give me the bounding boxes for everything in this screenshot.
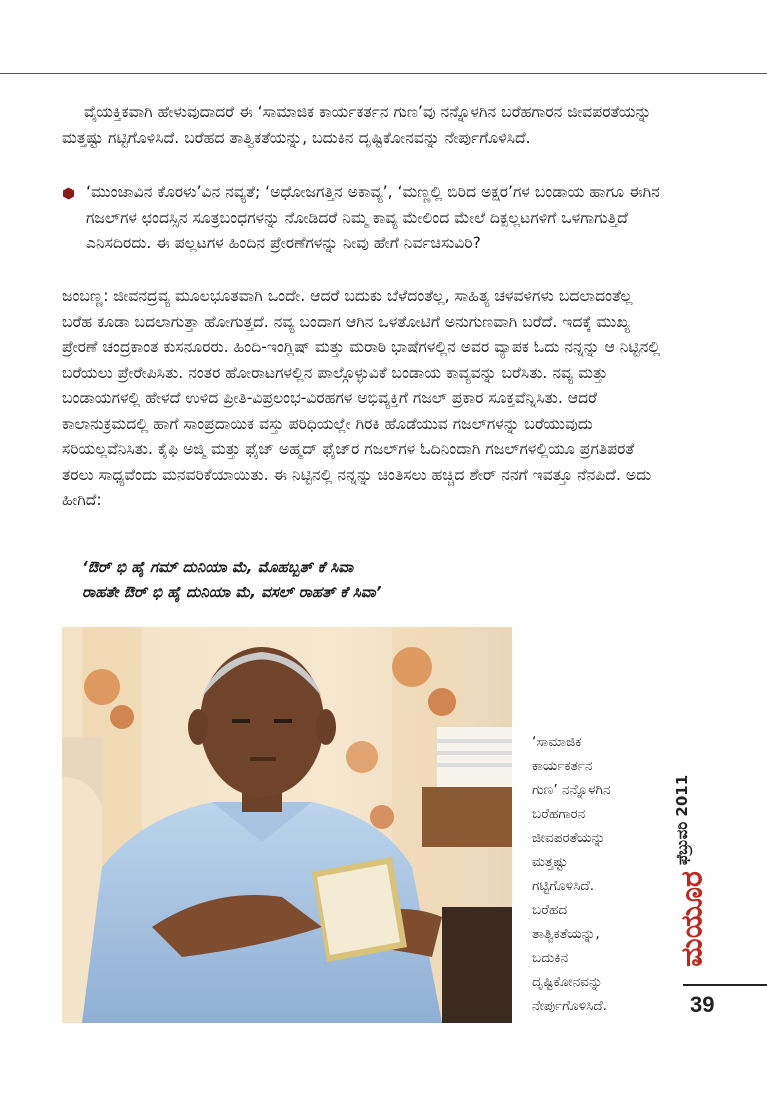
page-number: 39 <box>690 992 715 1017</box>
pull-quote-line: ದೃಷ್ಟಿಕೋನವನ್ನು <box>532 974 603 990</box>
pull-quote-line: ‘ಸಾಮಾಜಿಕ <box>532 734 582 750</box>
hexagon-bullet-icon <box>62 187 75 200</box>
interview-answer <box>62 284 662 514</box>
magazine-masthead <box>670 860 714 978</box>
answer-text: ಜಂಬಣ್ಣ: ಜೀವನದ್ರವ್ಯ ಮೂಲಭೂತವಾಗಿ ಒಂದೇ. ಆದರೆ ಬದುಕು ಬೆಳೆದಂತೆಲ್ಲ, ಸಾಹಿತ್ಯ ಚಳವಳಿಗಳು ಬದಲಾದಂತೆಲ್ಲ ಬರೆಹ ಕೂಡಾ ಬದಲಾಗುತ್ತಾ ಹೋಗುತ್ತದೆ. ನವ್ಯ ಬಂದಾಗ ಆಗಿನ ಒಳತೋಟಿಗೆ ಅನುಗುಣವಾಗಿ ಬರೆದೆ. ಇದಕ್ಕೆ ಮುಖ್ಯ ಪ್ರೇರಣೆ ಚಂದ್ರಕಾಂತ ಕುಸನೂರರು. ಹಿಂದಿ-ಇಂಗ್ಲಿಷ್ ಮತ್ತು ಮರಾಠಿ ಭಾಷೆಗಳಲ್ಲಿನ ಅವರ ವ್ಯಾಪಕ ಓದು ನನ್ನನ್ನು ಆ ನಿಟ್ಟಿನಲ್ಲಿ ಬರೆಯಲು ಪ್ರೇರೇಪಿಸಿತು. ನಂತರ ಹೋರಾಟಗಳಲ್ಲಿನ ಪಾಲ್ಗೊಳ್ಳುವಿಕೆ ಬಂಡಾಯ ಕಾವ್ಯವನ್ನು ಬರೆಸಿತು. ನವ್ಯ ಮತ್ತು ಬಂಡಾಯಗಳಲ್ಲಿ ಹೇಳದೆ ಉಳಿದ ಪ್ರೀತಿ-ವಿಪ್ರಲಂಭ-ವಿರಹಗಳ ಅಭಿವ್ಯಕ್ತಿಗೆ ಗಜಲ್ ಪ್ರಕಾರ ಸೂಕ್ತವೆನ್ನಿಸಿತು. ಆದರೆ ಕಾಲಾನುಕ್ರಮದಲ್ಲಿ ಹಾಗೆ ಸಾಂಪ್ರದಾಯಿಕ ವಸ್ತು ಪರಿಧಿಯಲ್ಲೇ ಗಿರಕಿ ಹೊಡೆಯುವ ಗಜಲ್‌ಗಳನ್ನು ಬರೆಯುವುದು ಸರಿಯಲ್ಲವೆನಿಸಿತು. ಕೈಫಿ ಅಜ್ಮಿ ಮತ್ತು ಫೈಜ್ ಅಹ್ಮದ್ ಫೈಜ್‌ರ ಗಜಲ್‌ಗಳ ಓದಿನಿಂದಾಗಿ ಗಜಲ್‌ಗಳಲ್ಲಿಯೂ ಪ್ರಗತಿಪರತೆ ತರಲು ಸಾಧ್ಯವೆಂದು ಮನವರಿಕೆಯಾಯಿತು. ಈ ನಿಟ್ಟಿನಲ್ಲಿ ನನ್ನನ್ನು ಚಿಂತಿಸಲು ಹಚ್ಚಿದ ಶೇರ್ ನನಗೆ ಇವತ್ತೂ ನೆನಪಿದೆ. ಅದು ಹೀಗಿದೆ: <box>62 287 661 509</box>
pull-quote-line: ಜೀವಪರತೆಯನ್ನು <box>532 830 606 846</box>
ghazal-quote-line-1: ‘ಔರ್ ಭಿ ಹೈ ಗಮ್ ದುನಿಯಾ ಮೆ, ಮೊಹಬ್ಬತ್ ಕೆ ಸಿವಾ <box>82 558 354 576</box>
pull-quote-line: ಗುಣ’ ನನ್ನೊಳಗಿನ <box>532 782 611 798</box>
masthead-text: ಮಯೂರ <box>674 871 710 967</box>
photo-illustration <box>62 627 512 1023</box>
pull-quote-line: ಬದುಕಿನ <box>532 950 569 966</box>
page-number-rule <box>683 984 767 986</box>
pull-quote-line: ಮತ್ತಷ್ಟು <box>532 854 568 870</box>
pull-quote-line: ಕಾರ್ಯಕರ್ತನ <box>532 758 593 774</box>
ghazal-quote-line-2: ರಾಹತೇ ಔರ್ ಭಿ ಹೈ ದುನಿಯಾ ಮೆ, ವಸಲ್‌ ರಾಹತ್ ಕೆ ಸಿವಾ’ <box>82 583 382 601</box>
pull-quote-line: ನೇರ್ಪುಗೊಳಿಸಿದೆ. <box>532 998 607 1014</box>
question-text: ‘ಮುಂಜಾವಿನ ಕೊರಳು’ವಿನ ನವ್ಯತೆ; ‘ಅಧೋಜಗತ್ತಿನ ಅಕಾವ್ಯ’, ‘ಮಣ್ಣಲ್ಲಿ ಬಿರಿದ ಅಕ್ಷರ’ಗಳ ಬಂಡಾಯ ಹಾಗೂ ಈಗಿನ ಗಜಲ್‌ಗಳ ಛಂದಸ್ಸಿನ ಸೂತ್ರಬಂಧಗಳನ್ನು ನೋಡಿದರೆ ನಿಮ್ಮ ಕಾವ್ಯ ಮೇಲಿಂದ ಮೇಲೆ ದಿಕ್ಪಲ್ಲಟಗಳಿಗೆ ಒಳಗಾಗುತ್ತಿದೆ ಎನಿಸದಿರದು. ಈ ಪಲ್ಲಟಗಳ ಹಿಂದಿನ ಪ್ರೇರಣೆಗಳನ್ನು ನೀವು ಹೇಗೆ ನಿರ್ವಚಿಸುವಿರಿ? <box>86 183 660 252</box>
issue-date-text: ಫೆಬ್ರುವರಿ 2011 <box>673 774 691 866</box>
pull-quote-line: ಬರೆಹಗಾರನ <box>532 806 586 822</box>
header-rule <box>0 73 767 74</box>
pull-quote-line: ಗಟ್ಟಿಗೊಳಿಸಿದೆ. <box>532 878 595 894</box>
author-photo <box>62 627 512 1023</box>
pull-quote-line: ತಾತ್ವಿಕತೆಯನ್ನು, <box>532 926 600 942</box>
paragraph-text: ವೈಯಕ್ತಿಕವಾಗಿ ಹೇಳುವುದಾದರೆ ಈ ‘ಸಾಮಾಜಿಕ ಕಾರ್ಯಕರ್ತನ ಗುಣ’ವು ನನ್ನೊಳಗಿನ ಬರೆಹಗಾರನ ಜೀವಪರತೆಯನ್ನು ಮತ್ತಷ್ಟು ಗಟ್ಟಿಗೊಳಿಸಿದೆ. ಬರೆಹದ ತಾತ್ವಿಕತೆಯನ್ನು, ಬದುಕಿನ ದೃಷ್ಟಿಕೋನವನ್ನು ನೇರ್ಪುಗೊಳಿಸಿದೆ. <box>62 103 652 147</box>
interview-question <box>62 180 662 257</box>
pull-quote-line: ಬರೆಹದ <box>532 902 568 918</box>
intro-paragraph <box>62 100 662 151</box>
pull-quote <box>532 730 652 1018</box>
